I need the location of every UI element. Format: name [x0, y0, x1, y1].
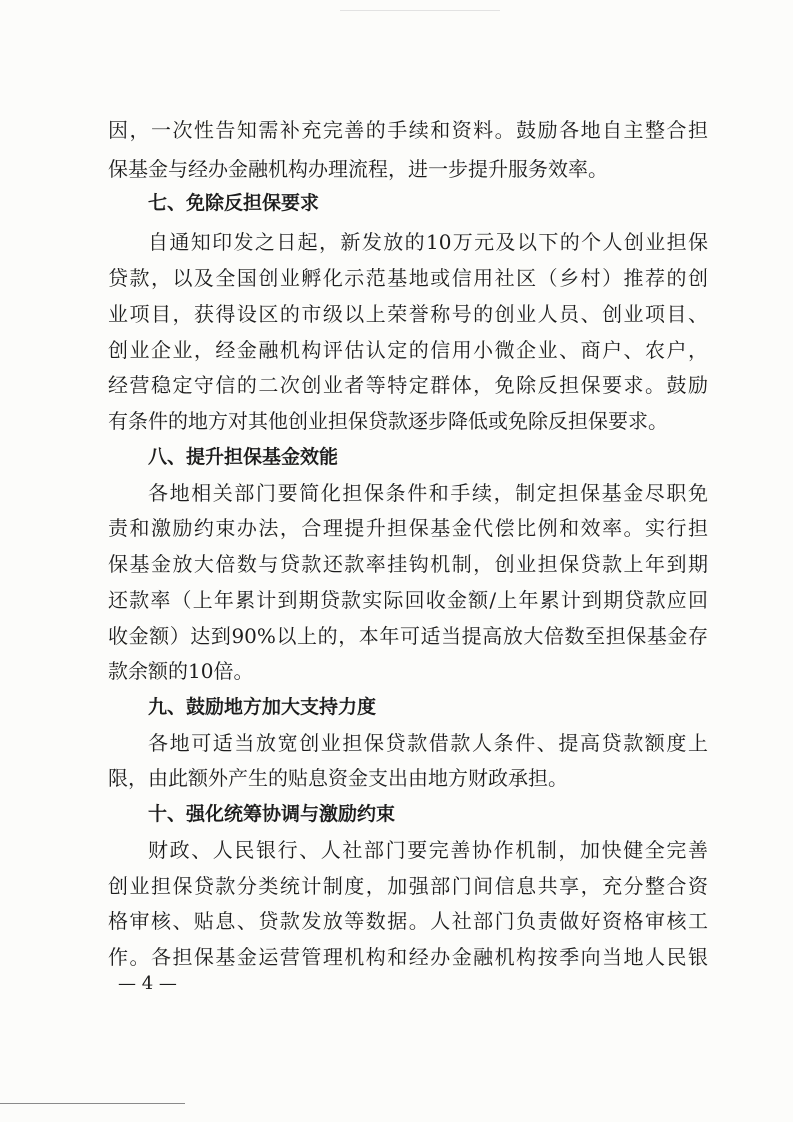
bottom-rule	[0, 1103, 185, 1104]
section-heading-10: 十、强化统筹协调与激励约束	[148, 803, 396, 825]
text-line: 财政、人民银行、人社部门要完善协作机制，加快健全完善	[148, 838, 708, 862]
scan-artifact-line	[340, 10, 500, 11]
text-line: 款余额的10倍。	[108, 659, 254, 683]
text-line: 保基金与经办金融机构办理流程，进一步提升服务效率。	[108, 157, 608, 181]
text-line: 格审核、贴息、贷款发放等数据。人社部门负责做好资格审核工	[108, 909, 708, 933]
text-line: 创业担保贷款分类统计制度，加强部门间信息共享，充分整合资	[108, 874, 708, 898]
text-line: 收金额）达到90%以上的，本年可适当提高放大倍数至担保基金存	[108, 624, 708, 648]
text-line: 各地相关部门要简化担保条件和手续，制定担保基金尽职免	[148, 481, 708, 505]
text-line: 还款率（上年累计到期贷款实际回收金额/上年累计到期贷款应回	[108, 588, 708, 612]
text-line: 创业企业，经金融机构评估认定的信用小微企业、商户、农户，	[108, 338, 708, 362]
text-line: 业项目，获得设区的市级以上荣誉称号的创业人员、创业项目、	[108, 302, 708, 326]
text-line: 限，由此额外产生的贴息资金支出由地方财政承担。	[108, 766, 568, 790]
text-line: 保基金放大倍数与贷款还款率挂钩机制，创业担保贷款上年到期	[108, 552, 708, 576]
text-line: 因，一次性告知需补充完善的手续和资料。鼓励各地自主整合担	[108, 118, 708, 142]
text-line: 各地可适当放宽创业担保贷款借款人条件、提高贷款额度上	[148, 731, 708, 755]
text-line: 责和激励约束办法，合理提升担保基金代偿比例和效率。实行担	[108, 516, 708, 540]
text-line: 有条件的地方对其他创业担保贷款逐步降低或免除反担保要求。	[108, 409, 668, 433]
text-line: 作。各担保基金运营管理机构和经办金融机构按季向当地人民银	[108, 945, 708, 969]
section-heading-9: 九、鼓励地方加大支持力度	[148, 696, 377, 718]
section-heading-8: 八、提升担保基金效能	[148, 446, 339, 468]
text-line: 自通知印发之日起，新发放的10万元及以下的个人创业担保	[148, 230, 708, 254]
section-heading-7: 七、免除反担保要求	[148, 192, 320, 214]
text-line: 贷款，以及全国创业孵化示范基地或信用社区（乡村）推荐的创	[108, 266, 708, 290]
page-number: — 4 —	[118, 973, 177, 994]
text-line: 经营稳定守信的二次创业者等特定群体，免除反担保要求。鼓励	[108, 373, 708, 397]
